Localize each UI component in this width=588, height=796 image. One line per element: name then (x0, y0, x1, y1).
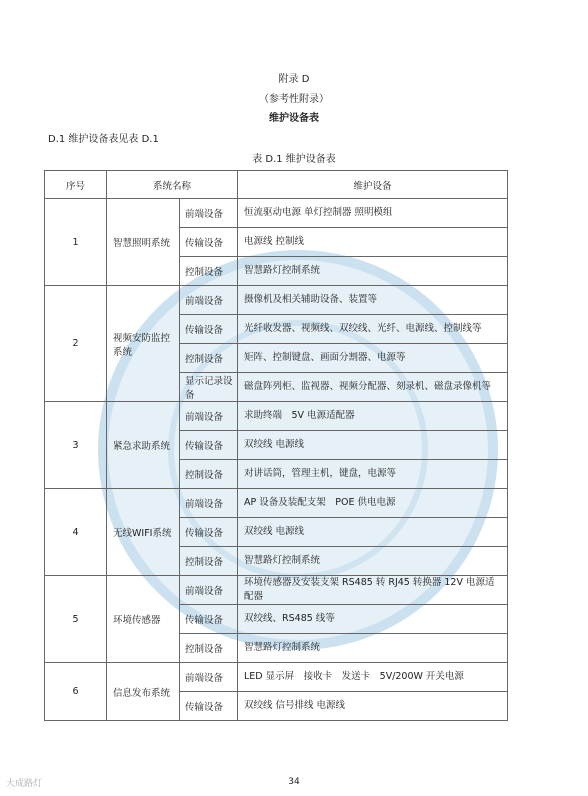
table-row (45, 286, 508, 315)
equipment-cell: 电源线 控制线 (238, 228, 508, 257)
table-row (45, 402, 508, 431)
category-cell: 传输设备 (180, 228, 238, 257)
intro-text: D.1 维护设备表见表 D.1 (48, 134, 159, 145)
appendix-title: 维护设备表 (269, 113, 319, 124)
table-row (45, 663, 508, 692)
category-cell: 传输设备 (180, 431, 238, 460)
header-seq: 序号 (45, 171, 107, 199)
table-row (45, 489, 508, 518)
category-cell: 传输设备 (180, 315, 238, 344)
equipment-cell: 双绞线 信号排线 电源线 (238, 692, 508, 721)
category-cell: 控制设备 (180, 460, 238, 489)
category-cell: 控制设备 (180, 257, 238, 286)
equipment-cell: 环境传感器及安装支架 RS485 转 RJ45 转换器 12V 电源适配器 (238, 576, 508, 605)
equipment-cell: 双绞线 电源线 (238, 518, 508, 547)
category-cell: 前端设备 (180, 286, 238, 315)
source-watermark-text: 大成路灯 (6, 779, 43, 789)
maintenance-equipment-table (44, 170, 508, 721)
equipment-cell: 求助终端 5V 电源适配器 (238, 402, 508, 431)
seq-cell: 3 (45, 402, 107, 489)
seq-cell: 1 (45, 199, 107, 286)
system-name-cell: 无线WIFI系统 (107, 489, 180, 576)
equipment-cell: 摄像机及相关辅助设备、装置等 (238, 286, 508, 315)
table-row (45, 576, 508, 605)
system-name-cell: 智慧照明系统 (107, 199, 180, 286)
table-caption: 表 D.1 维护设备表 (252, 154, 336, 165)
category-cell: 控制设备 (180, 634, 238, 663)
header-equipment: 维护设备 (238, 171, 508, 199)
system-name-cell: 环境传感器 (107, 576, 180, 663)
equipment-cell: 双绞线 电源线 (238, 431, 508, 460)
equipment-cell: 智慧路灯控制系统 (238, 257, 508, 286)
equipment-cell: 双绞线、RS485 线等 (238, 605, 508, 634)
equipment-cell: AP 设备及装配支架 POE 供电电源 (238, 489, 508, 518)
category-cell: 控制设备 (180, 344, 238, 373)
page-number: 34 (288, 777, 300, 787)
category-cell: 前端设备 (180, 576, 238, 605)
header-system: 系统名称 (107, 171, 238, 199)
system-name-cell: 信息发布系统 (107, 663, 180, 721)
equipment-cell: 智慧路灯控制系统 (238, 547, 508, 576)
seq-cell: 4 (45, 489, 107, 576)
equipment-cell: LED 显示屏 接收卡 发送卡 5V/200W 开关电源 (238, 663, 508, 692)
equipment-cell: 磁盘阵列柜、监视器、视频分配器、刻录机、磁盘录像机等 (238, 373, 508, 402)
equipment-cell: 光纤收发器、视频线、双绞线、光纤、电源线、控制线等 (238, 315, 508, 344)
category-cell: 前端设备 (180, 489, 238, 518)
category-cell: 传输设备 (180, 518, 238, 547)
seq-cell: 6 (45, 663, 107, 721)
system-name-cell: 视频安防监控系统 (107, 286, 180, 402)
category-cell: 前端设备 (180, 402, 238, 431)
equipment-cell: 智慧路灯控制系统 (238, 634, 508, 663)
table-row (45, 199, 508, 228)
category-cell: 传输设备 (180, 605, 238, 634)
equipment-cell: 矩阵、控制键盘、画面分割器、电源等 (238, 344, 508, 373)
system-name-cell: 紧急求助系统 (107, 402, 180, 489)
table-body (45, 199, 508, 721)
category-cell: 传输设备 (180, 692, 238, 721)
category-cell: 控制设备 (180, 547, 238, 576)
seq-cell: 5 (45, 576, 107, 663)
equipment-cell: 恒流驱动电源 单灯控制器 照明模组 (238, 199, 508, 228)
appendix-note: （参考性附录） (259, 94, 329, 105)
appendix-label: 附录 D (278, 74, 310, 85)
table-header-row (45, 171, 508, 199)
category-cell: 前端设备 (180, 199, 238, 228)
category-cell: 前端设备 (180, 663, 238, 692)
category-cell: 显示记录设备 (180, 373, 238, 402)
seq-cell: 2 (45, 286, 107, 402)
equipment-cell: 对讲话筒，管理主机，键盘，电源等 (238, 460, 508, 489)
